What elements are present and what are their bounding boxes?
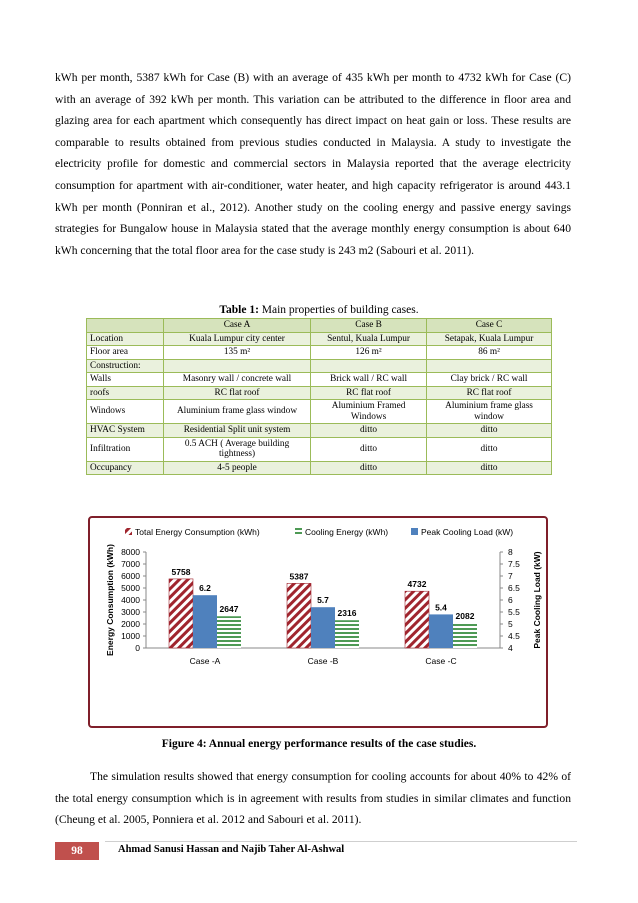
table-header-cell [87, 319, 164, 333]
table-cell [164, 359, 311, 373]
table-cell: Aluminium frame glass window [164, 400, 311, 424]
table-cell: RC flat roof [311, 386, 427, 400]
y-tick-label: 3000 [121, 607, 140, 617]
bar-1 [453, 623, 477, 648]
table-row [87, 386, 552, 400]
table-cell: ditto [427, 461, 552, 475]
table-cell: 86 m² [427, 346, 552, 360]
table-row [87, 461, 552, 475]
table-cell: roofs [87, 386, 164, 400]
legend-label: Total Energy Consumption (kWh) [135, 527, 260, 537]
y-tick-label: 7000 [121, 559, 140, 569]
legend-label: Peak Cooling Load (kW) [421, 527, 514, 537]
table-cell: Clay brick / RC wall [427, 373, 552, 387]
data-label: 5758 [171, 566, 191, 577]
bar-1 [217, 616, 241, 648]
table-row [87, 437, 552, 461]
table-cell: 135 m² [164, 346, 311, 360]
y-tick-label: 6000 [121, 571, 140, 581]
table-cell: ditto [311, 424, 427, 438]
table-header-cell: Case B [311, 319, 427, 333]
footer-authors: Ahmad Sanusi Hassan and Najib Taher Al-Ashwal [118, 844, 345, 855]
table-cell: ditto [311, 437, 427, 461]
y2-tick-label: 5 [508, 619, 513, 629]
bar-2 [429, 614, 453, 648]
y-tick-label: 5000 [121, 583, 140, 593]
data-label: 5.4 [435, 602, 447, 613]
y-tick-label: 0 [135, 643, 140, 653]
table-cell: RC flat roof [164, 386, 311, 400]
bar-0 [287, 583, 311, 648]
x-tick-label: Case -C [425, 656, 457, 666]
table-cell: Construction: [87, 359, 164, 373]
bar-2 [193, 595, 217, 648]
table-caption [0, 304, 638, 316]
body-paragraph-2: The simulation results showed that energy consumption for cooling accounts for about 40% to 42% of the total energy consumption which is in agreement with results from studies in similar climates and function (Cheung et al. 2005, Ponniera et al. 2012 and Sabouri et al. 2011). [55, 770, 571, 827]
data-label: 2316 [337, 608, 357, 619]
table-row [87, 346, 552, 360]
table-header-cell: Case A [164, 319, 311, 333]
y2-tick-label: 5.5 [508, 607, 520, 617]
y2-tick-label: 8 [508, 547, 513, 557]
table-header-row [87, 319, 552, 333]
table-row [87, 373, 552, 387]
table-cell [311, 359, 427, 373]
y2-tick-label: 4.5 [508, 631, 520, 641]
y2-tick-label: 4 [508, 643, 513, 653]
y-axis-title: Energy Consumption (kWh) [105, 544, 115, 656]
data-label: 5387 [289, 571, 309, 582]
table-cell: Setapak, Kuala Lumpur [427, 332, 552, 346]
table-cell: Floor area [87, 346, 164, 360]
data-label: 5.7 [317, 595, 329, 606]
table-cell: Aluminium frame glass window [427, 400, 552, 424]
table-row [87, 424, 552, 438]
y-tick-label: 1000 [121, 631, 140, 641]
table-cell: Windows [87, 400, 164, 424]
table-cell: Occupancy [87, 461, 164, 475]
table-row [87, 359, 552, 373]
table-cell [427, 359, 552, 373]
table-cell: ditto [427, 424, 552, 438]
bar-2 [311, 607, 335, 648]
table-cell: Aluminium Framed Windows [311, 400, 427, 424]
y-tick-label: 8000 [121, 547, 140, 557]
y-tick-label: 2000 [121, 619, 140, 629]
table-caption-label: Table 1: [219, 304, 259, 316]
legend-label: Cooling Energy (kWh) [305, 527, 389, 537]
x-tick-label: Case -B [307, 656, 339, 666]
bar-0 [169, 579, 193, 648]
y2-axis-title: Peak Cooling Load (kW) [532, 551, 542, 649]
table-row [87, 400, 552, 424]
data-label: 6.2 [199, 583, 211, 594]
bar-0 [405, 591, 429, 648]
table-row [87, 332, 552, 346]
body-paragraph-1: kWh per month, 5387 kWh for Case (B) with an average of 435 kWh per month to 4732 kWh for Case (C) with an average of 392 kWh per month. This variation can be attributed to the difference in floor area and glazing area for each apartment which consequently has direct impact on heat gain or loss. These results are comparable to results obtained from previous studies conducted in Malaysia. A study to investigate the electricity profile for domestic and commercial sectors in Malaysia reported that the average electricity consumption for apartment with air-conditioner, water heater, and high capacity refrigerator is around 443.1 kWh per month (Ponniran et al., 2012). Another study on the cooling energy and passive energy savings strategies for Bungalow house in Malaysia stated that the average monthly energy consumption is about 640 kWh concerning that the total floor area for the case study is 243 m2 (Sabouri et al. 2011). [55, 71, 571, 257]
data-label: 2647 [219, 604, 239, 615]
table-cell: Location [87, 332, 164, 346]
y2-tick-label: 7.5 [508, 559, 520, 569]
table-caption-text: Main properties of building cases. [258, 304, 419, 316]
figure-caption: Figure 4: Annual energy performance results of the case studies. [161, 738, 477, 750]
table-cell: Infiltration [87, 437, 164, 461]
table-cell: ditto [311, 461, 427, 475]
table-cell: Kuala Lumpur city center [164, 332, 311, 346]
table-cell: Sentul, Kuala Lumpur [311, 332, 427, 346]
table-cell: HVAC System [87, 424, 164, 438]
table-cell: ditto [427, 437, 552, 461]
y-tick-label: 4000 [121, 595, 140, 605]
y2-tick-label: 6 [508, 595, 513, 605]
table-header-cell: Case C [427, 319, 552, 333]
legend-swatch [125, 528, 132, 535]
table-cell: 4-5 people [164, 461, 311, 475]
table-cell: RC flat roof [427, 386, 552, 400]
x-tick-label: Case -A [189, 656, 221, 666]
y2-tick-label: 7 [508, 571, 513, 581]
y2-tick-label: 6.5 [508, 583, 520, 593]
table-cell: Walls [87, 373, 164, 387]
data-label: 2082 [455, 611, 475, 622]
table-cell: Brick wall / RC wall [311, 373, 427, 387]
bar-1 [335, 620, 359, 648]
legend-swatch [295, 528, 302, 535]
page-footer [55, 842, 575, 862]
data-label: 4732 [407, 579, 427, 590]
table-cell: 0.5 ACH ( Average building tightness) [164, 437, 311, 461]
building-properties-table [86, 318, 552, 475]
page-number: 98 [55, 842, 99, 860]
energy-performance-chart [88, 516, 548, 728]
table-cell: 126 m² [311, 346, 427, 360]
table-cell: Residential Split unit system [164, 424, 311, 438]
legend-swatch [411, 528, 418, 535]
table-cell: Masonry wall / concrete wall [164, 373, 311, 387]
